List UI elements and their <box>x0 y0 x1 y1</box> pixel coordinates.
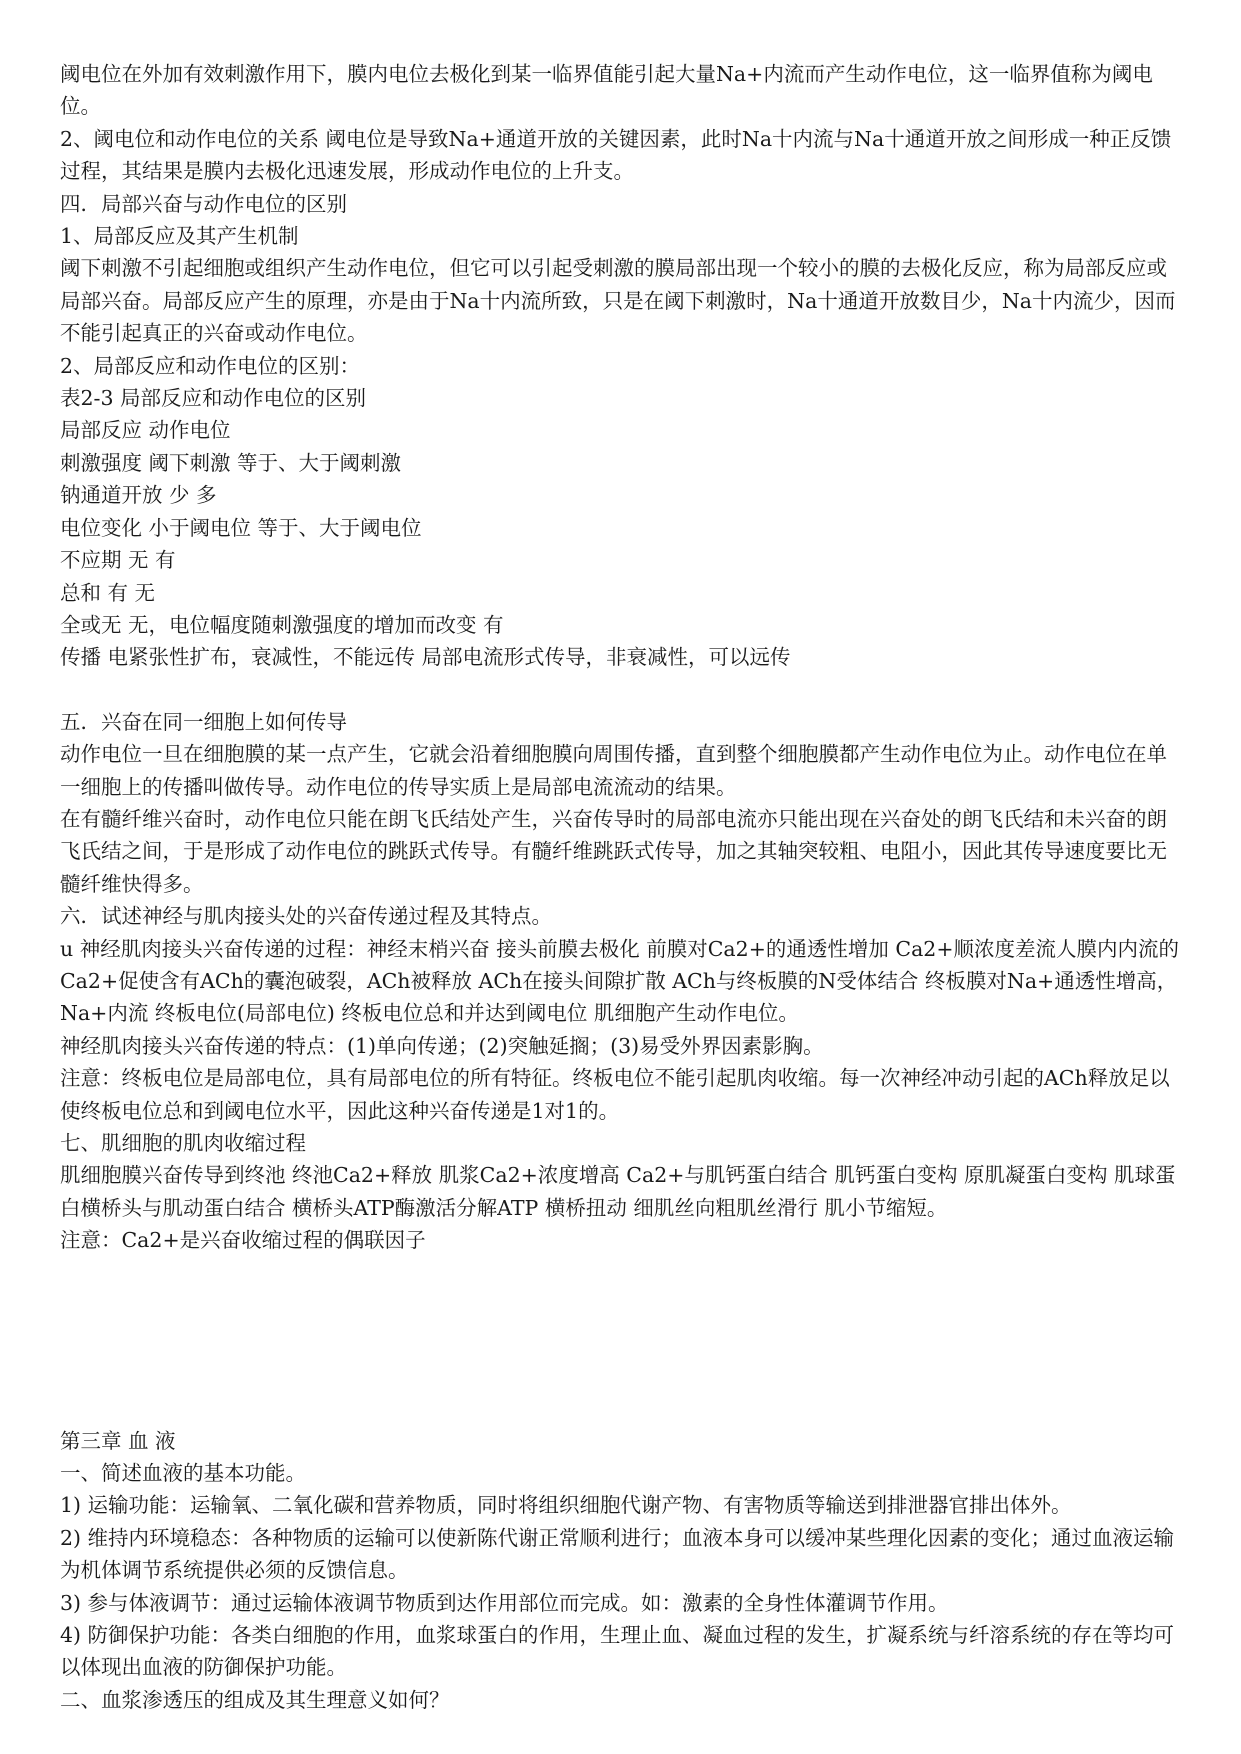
blank-spacer <box>60 674 1180 706</box>
table-row: 电位变化 小于阈电位 等于、大于阈电位 <box>60 515 422 540</box>
local-response-paragraph: 阈下刺激不引起细胞或组织产生动作电位，但它可以引起受刺激的膜局部出现一个较小的膜的去极化反应，称为局部反应或局部兴奋。局部反应产生的原理，亦是由于Na十内流所致，只是在阈下刺激时，Na十通道开放数目少，Na十内流少，因而不能引起真正的兴奋或动作电位。 <box>60 256 1176 346</box>
section-4-subheading-2: 2、局部反应和动作电位的区别： <box>60 353 361 378</box>
blood-question-1: 一、简述血液的基本功能。 <box>60 1461 306 1486</box>
table-row: 不应期 无 有 <box>60 548 176 573</box>
table-row: 钠通道开放 少 多 <box>60 483 217 508</box>
conduction-paragraph-2: 在有髓纤维兴奋时，动作电位只能在朗飞氏结处产生，兴奋传导时的局部电流亦只能出现在兴奋处的朗飞氏结和未兴奋的朗飞氏结之间，于是形成了动作电位的跳跃式传导。有髓纤维跳跃式传导，加之其轴突较粗、电阻小，因此其传导速度要比无髓纤维快得多。 <box>60 806 1167 896</box>
table-row: 总和 有 无 <box>60 580 156 605</box>
section-6-heading: 六．试述神经与肌肉接头处的兴奋传递过程及其特点。 <box>60 904 552 929</box>
threshold-definition: 阈电位在外加有效刺激作用下，膜内电位去极化到某一临界值能引起大量Na+内流而产生动作电位，这一临界值称为阈电位。 <box>60 62 1153 119</box>
list-item: 2) 维持内环境稳态：各种物质的运输可以使新陈代谢正常顺利进行；血液本身可以缓冲某些理化因素的变化；通过血液运输为机体调节系统提供必须的反馈信息。 <box>60 1525 1175 1583</box>
list-item: 4) 防御保护功能：各类白细胞的作用，血浆球蛋白的作用，生理止血、凝血过程的发生，扩凝系统与纤溶系统的存在等均可以体现出血液的防御保护功能。 <box>60 1623 1175 1680</box>
nmj-process-paragraph: u 神经肌肉接头兴奋传递的过程：神经末梢兴奋 接头前膜去极化 前膜对Ca2+的通透性增加 Ca2+顺浓度差流人膜内内流的Ca2+促使含有ACh的囊泡破裂，ACh被释放 ACh在接头间隙扩散 ACh与终板膜的N受体结合 终板膜对Na+通透性增高，Na+内流 终板电位(局部电位) 终板电位总和并达到阈电位 肌细胞产生动作电位。 <box>60 936 1180 1026</box>
threshold-relation: 2、阈电位和动作电位的关系 阈电位是导致Na+通道开放的关键因素，此时Na十内流与Na十通道开放之间形成一种正反馈过程，其结果是膜内去极化迅速发展，形成动作电位的上升支。 <box>60 126 1172 184</box>
section-7-heading: 七、肌细胞的肌肉收缩过程 <box>60 1131 306 1155</box>
section-5-heading: 五．兴奋在同一细胞上如何传导 <box>60 709 347 734</box>
section-4-subheading-1: 1、局部反应及其产生机制 <box>60 224 299 249</box>
table-title: 表2-3 局部反应和动作电位的区别 <box>60 386 367 411</box>
conduction-paragraph-1: 动作电位一旦在细胞膜的某一点产生，它就会沿着细胞膜向周围传播，直到整个细胞膜都产生动作电位为止。动作电位在单一细胞上的传播叫做传导。动作电位的传导实质上是局部电流流动的结果。 <box>60 742 1167 799</box>
table-row: 刺激强度 阈下刺激 等于、大于阈刺激 <box>60 450 402 475</box>
nmj-note-paragraph: 注意：终板电位是局部电位，具有局部电位的所有特征。终板电位不能引起肌肉收缩。每一次神经冲动引起的ACh释放足以使终板电位总和到阈电位水平，因此这种兴奋传递是1对1的。 <box>60 1066 1170 1123</box>
table-row: 全或无 无，电位幅度随刺激强度的增加而改变 有 <box>60 612 504 637</box>
blood-question-2: 二、血浆渗透压的组成及其生理意义如何？ <box>60 1687 450 1712</box>
table-row: 传播 电紧张性扩布，衰减性，不能远传 局部电流形式传导，非衰减性，可以远传 <box>60 645 791 670</box>
table-row: 局部反应 动作电位 <box>60 418 231 443</box>
contraction-note: 注意：Ca2+是兴奋收缩过程的偶联因子 <box>60 1228 426 1253</box>
list-item: 3) 参与体液调节：通过运输体液调节物质到达作用部位而完成。如：激素的全身性体灌调节作用。 <box>60 1590 949 1615</box>
document-page <box>60 58 1180 1716</box>
list-item: 1) 运输功能：运输氧、二氧化碳和营养物质，同时将组织细胞代谢产物、有害物质等输送到排泄器官排出体外。 <box>60 1493 1072 1518</box>
nmj-features-paragraph: 神经肌肉接头兴奋传递的特点：(1)单向传递；(2)突触延搁；(3)易受外界因素影胸。 <box>60 1033 824 1058</box>
section-4-heading: 四．局部兴奋与动作电位的区别 <box>60 191 347 216</box>
contraction-paragraph: 肌细胞膜兴奋传导到终池 终池Ca2+释放 肌浆Ca2+浓度增高 Ca2+与肌钙蛋白结合 肌钙蛋白变构 原肌凝蛋白变构 肌球蛋白横桥头与肌动蛋白结合 横桥头ATP酶激活分解ATP 横桥扭动 细肌丝向粗肌丝滑行 肌小节缩短。 <box>60 1163 1176 1220</box>
blank-spacer <box>60 1257 1180 1425</box>
chapter-3-heading: 第三章 血 液 <box>60 1428 176 1453</box>
